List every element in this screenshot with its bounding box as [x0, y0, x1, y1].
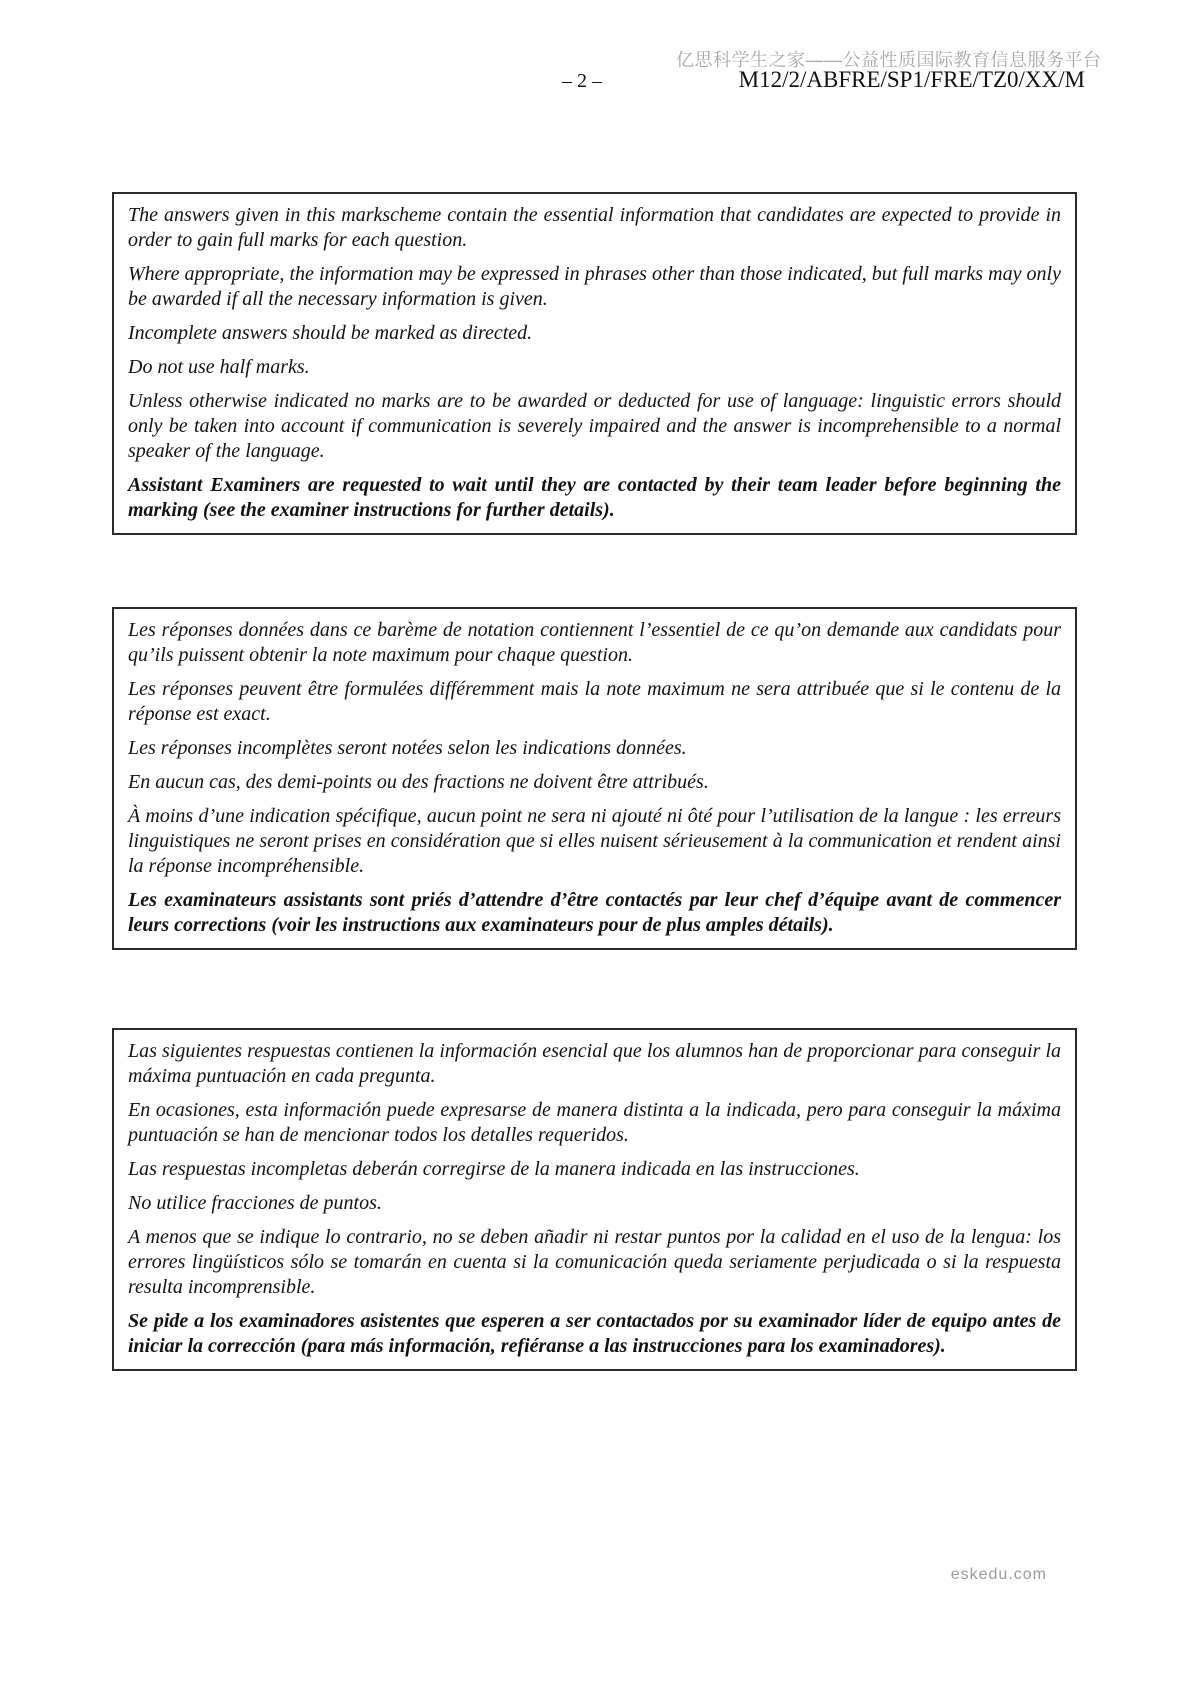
footer-watermark: eskedu.com — [950, 1566, 1047, 1583]
notes-paragraph: Les réponses incomplètes seront notées selon les indications données. — [128, 737, 687, 759]
notes-paragraph: Incomplete answers should be marked as directed. — [128, 322, 533, 344]
notes-paragraph: Les réponses peuvent être formulées différemment mais la note maximum ne sera attribuée que si le contenu de la réponse est exact. — [128, 678, 1061, 725]
notes-paragraph: Unless otherwise indicated no marks are to be awarded or deducted for use of language: linguistic errors should only be taken into account if communication is severely impaired and the answer is incomprehensible to a normal speaker of the language. — [128, 390, 1061, 462]
notes-paragraph: En ocasiones, esta información puede expresarse de manera distinta a la indicada, pero para conseguir la máxima puntuación se han de mencionar todos los detalles requeridos. — [128, 1099, 1061, 1146]
notes-bold-notice: Assistant Examiners are requested to wait until they are contacted by their team leader before beginning the marking (see the examiner instructions for further details). — [128, 474, 1061, 521]
notes-paragraph: A menos que se indique lo contrario, no se deben añadir ni restar puntos por la calidad en el uso de la lengua: los errores lingüísticos sólo se tomarán en cuenta si la comunicación queda seriamente perjudicada o si la respuesta resulta incomprensible. — [128, 1226, 1061, 1298]
notes-bold-notice: Les examinateurs assistants sont priés d’attendre d’être contactés par leur chef d’équipe avant de commencer leurs corrections (voir les instructions aux examinateurs pour de plus amples détails). — [128, 889, 1061, 936]
page-number: – 2 – — [562, 70, 602, 92]
notes-paragraph: Las siguientes respuestas contienen la información esencial que los alumnos han de proporcionar para conseguir la máxima puntuación en cada pregunta. — [128, 1040, 1061, 1087]
notes-paragraph: No utilice fracciones de puntos. — [128, 1192, 382, 1214]
paper-code: M12/2/ABFRE/SP1/FRE/TZ0/XX/M — [738, 67, 1085, 92]
header-watermark: 亿思科学生之家——公益性质国际教育信息服务平台 — [676, 50, 1102, 70]
notes-box-french — [112, 607, 1077, 950]
notes-paragraph: Las respuestas incompletas deberán corregirse de la manera indicada en las instrucciones. — [128, 1158, 860, 1180]
notes-paragraph: En aucun cas, des demi-points ou des fractions ne doivent être attribués. — [128, 771, 709, 793]
notes-box-spanish — [112, 1028, 1077, 1371]
notes-paragraph: Les réponses données dans ce barème de notation contiennent l’essentiel de ce qu’on demande aux candidats pour qu’ils puissent obtenir la note maximum pour chaque question. — [128, 619, 1061, 666]
notes-bold-notice: Se pide a los examinadores asistentes que esperen a ser contactados por su examinador líder de equipo antes de iniciar la corrección (para más información, refiéranse a las instrucciones para los examinadores). — [128, 1310, 1061, 1357]
notes-paragraph: À moins d’une indication spécifique, aucun point ne sera ni ajouté ni ôté pour l’utilisation de la langue : les erreurs linguistiques ne seront prises en considération que si elles nuisent sérieusement à la communication et rendent ainsi la réponse incompréhensible. — [128, 805, 1061, 877]
notes-paragraph: Do not use half marks. — [128, 356, 310, 378]
notes-paragraph: The answers given in this markscheme contain the essential information that candidates are expected to provide in order to gain full marks for each question. — [128, 204, 1061, 251]
notes-paragraph: Where appropriate, the information may be expressed in phrases other than those indicated, but full marks may only be awarded if all the necessary information is given. — [128, 263, 1061, 310]
notes-box-english — [112, 192, 1077, 535]
